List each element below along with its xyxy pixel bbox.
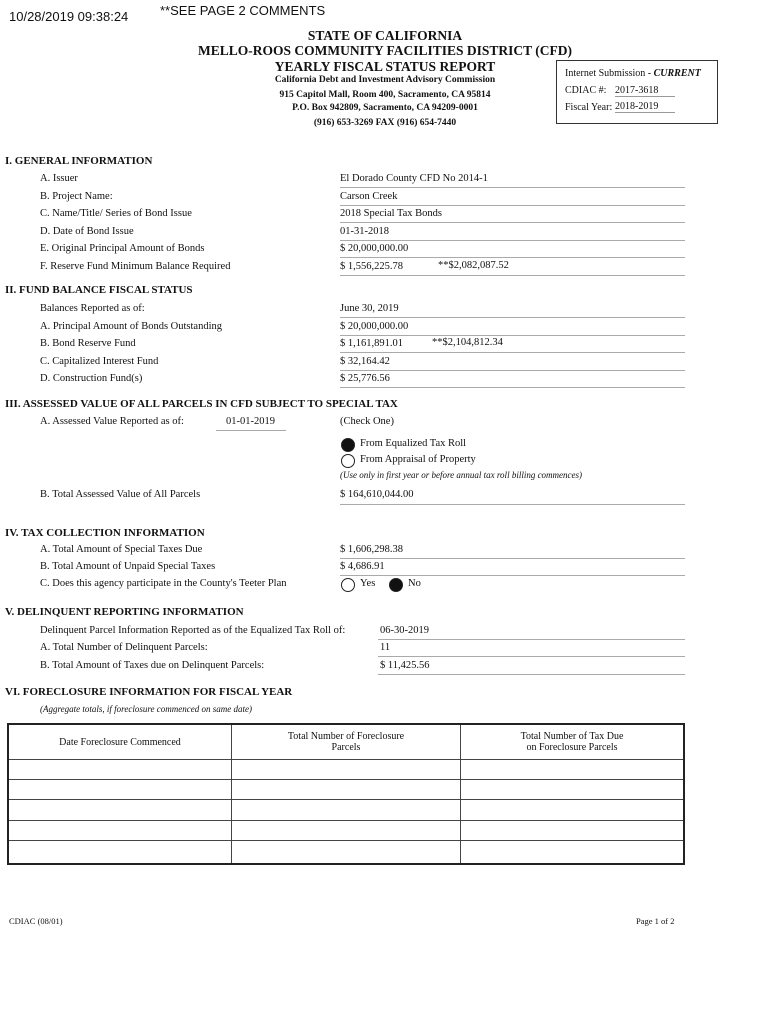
- fund-balance-field-underline: [340, 317, 685, 318]
- general-info-field-value: Carson Creek: [340, 190, 398, 202]
- col-foreclosure-parcels: [232, 724, 461, 760]
- header-phone: (916) 653-3269 FAX (916) 654-7440: [313, 118, 457, 128]
- teeter-yes-label: Yes: [360, 578, 376, 589]
- table-cell[interactable]: [461, 820, 685, 840]
- tax-collection-field-value: $ 4,686.91: [340, 561, 385, 572]
- total-assessed-value: $ 164,610,044.00: [340, 489, 414, 500]
- delinquent-taxes-underline: [378, 674, 685, 675]
- table-row: [8, 760, 684, 780]
- header-agency: California Debt and Investment Advisory Commission: [274, 75, 496, 85]
- general-info-field-underline: [340, 205, 685, 206]
- section-fund-balance-title: II. FUND BALANCE FISCAL STATUS: [5, 284, 193, 296]
- fund-balance-field-underline: [340, 335, 685, 336]
- form-id: CDIAC (08/01): [9, 916, 63, 926]
- general-info-field-value: 2018 Special Tax Bonds: [340, 208, 443, 219]
- table-cell[interactable]: [461, 800, 685, 820]
- table-cell[interactable]: [232, 780, 461, 800]
- section-general-information-title: I. GENERAL INFORMATION: [5, 155, 153, 167]
- general-info-field-label: C. Name/Title/ Series of Bond Issue: [40, 208, 192, 219]
- radio-equalized-tax-roll[interactable]: [341, 438, 355, 452]
- col-tax-due-line2: on Foreclosure Parcels: [526, 742, 618, 753]
- submission-box: [556, 60, 718, 124]
- header-address2: P.O. Box 942809, Sacramento, CA 94209-0001: [292, 103, 478, 113]
- general-info-field-value: El Dorado County CFD No 2014-1: [340, 173, 488, 184]
- col-foreclosure-parcels-line1: Total Number of Foreclosure: [287, 731, 405, 742]
- delinquent-parcels-label: A. Total Number of Delinquent Parcels:: [40, 642, 208, 653]
- table-cell[interactable]: [8, 840, 232, 864]
- fund-balance-field-underline: [340, 370, 685, 371]
- fiscal-year-label: Fiscal Year:: [565, 102, 613, 113]
- table-cell[interactable]: [461, 840, 685, 864]
- fund-balance-field-label: D. Construction Fund(s): [40, 373, 143, 384]
- fund-balance-field-label: Balances Reported as of:: [40, 303, 145, 314]
- comments-note: **SEE PAGE 2 COMMENTS: [160, 3, 326, 18]
- table-cell[interactable]: [8, 760, 232, 780]
- page-number: Page 1 of 2: [636, 916, 675, 926]
- table-cell[interactable]: [232, 820, 461, 840]
- fund-balance-field-label: A. Principal Amount of Bonds Outstanding: [40, 320, 222, 332]
- delinquent-reported-label: Delinquent Parcel Information Reported as of the Equalized Tax Roll of:: [40, 625, 346, 636]
- col-tax-due-line1: Total Number of Tax Due: [520, 731, 624, 742]
- table-cell[interactable]: [461, 760, 685, 780]
- table-cell[interactable]: [8, 800, 232, 820]
- tax-collection-field-underline: [340, 558, 685, 559]
- general-info-field-underline: [340, 222, 685, 223]
- assessed-date-underline: [216, 430, 286, 431]
- fund-balance-field-value: $ 25,776.56: [340, 373, 390, 384]
- fund-balance-field-value: $ 20,000,000.00: [340, 320, 409, 332]
- assessed-value-date: 01-01-2019: [226, 416, 275, 427]
- general-info-field-note: **$2,082,087.52: [438, 259, 509, 271]
- delinquent-reported-value: 06-30-2019: [380, 625, 429, 636]
- submission-status-line: [565, 68, 701, 79]
- section-delinquent-title: V. DELINQUENT REPORTING INFORMATION: [5, 606, 244, 618]
- header-report-title: YEARLY FISCAL STATUS REPORT: [274, 59, 496, 74]
- tax-collection-field-value: $ 1,606,298.38: [340, 544, 403, 555]
- foreclosure-subtitle: (Aggregate totals, if foreclosure commenced on same date): [40, 704, 252, 714]
- table-cell[interactable]: [461, 780, 685, 800]
- cdiac-label: CDIAC #:: [565, 85, 607, 96]
- general-info-field-underline: [340, 187, 685, 188]
- table-row: [8, 820, 684, 840]
- first-year-note: (Use only in first year or before annual tax roll billing commences): [340, 470, 583, 480]
- section-tax-collection-title: IV. TAX COLLECTION INFORMATION: [5, 527, 205, 539]
- table-cell[interactable]: [8, 780, 232, 800]
- assessed-value-label: A. Assessed Value Reported as of:: [40, 416, 184, 427]
- table-cell[interactable]: [232, 800, 461, 820]
- delinquent-reported-underline: [378, 639, 685, 640]
- print-timestamp: 10/28/2019 09:38:24: [9, 9, 129, 24]
- submission-status: CURRENT: [653, 68, 701, 79]
- header-state: STATE OF CALIFORNIA: [307, 28, 463, 43]
- general-info-field-label: D. Date of Bond Issue: [40, 225, 134, 237]
- header-district: MELLO-ROOS COMMUNITY FACILITIES DISTRICT (CFD): [197, 43, 573, 58]
- general-info-field-label: A. Issuer: [40, 173, 78, 184]
- option-equalized-tax-roll: From Equalized Tax Roll: [360, 438, 467, 449]
- tax-collection-field-underline: [340, 575, 685, 576]
- general-info-field-underline: [340, 257, 685, 258]
- delinquent-taxes-label: B. Total Amount of Taxes due on Delinquent Parcels:: [40, 660, 265, 671]
- col-tax-due: [461, 724, 685, 760]
- option-appraisal-of-property: From Appraisal of Property: [360, 454, 476, 465]
- total-assessed-underline: [340, 504, 685, 505]
- radio-teeter-yes[interactable]: [341, 578, 355, 592]
- cdiac-number: 2017-3618: [615, 85, 675, 97]
- fund-balance-field-value: June 30, 2019: [340, 303, 399, 314]
- general-info-field-label: F. Reserve Fund Minimum Balance Required: [40, 260, 231, 272]
- fiscal-year-value: 2018-2019: [615, 101, 675, 113]
- table-row: [8, 800, 684, 820]
- delinquent-parcels-value: 11: [380, 642, 391, 653]
- table-row: [8, 780, 684, 800]
- delinquent-parcels-underline: [378, 656, 685, 657]
- col-date-commenced: Date Foreclosure Commenced: [8, 724, 232, 760]
- table-cell[interactable]: [232, 760, 461, 780]
- section-foreclosure-title: VI. FORECLOSURE INFORMATION FOR FISCAL YEAR: [5, 686, 293, 698]
- general-info-field-value: $ 1,556,225.78: [340, 260, 403, 272]
- table-row: [8, 840, 684, 864]
- tax-collection-field-label: B. Total Amount of Unpaid Special Taxes: [40, 561, 216, 572]
- fund-balance-field-underline: [340, 387, 685, 388]
- col-foreclosure-parcels-line2: Parcels: [331, 742, 361, 753]
- general-info-field-value: 01-31-2018: [340, 225, 389, 237]
- table-cell[interactable]: [232, 840, 461, 864]
- radio-teeter-no[interactable]: [389, 578, 403, 592]
- general-info-field-underline: [340, 240, 685, 241]
- general-info-field-value: $ 20,000,000.00: [340, 243, 409, 254]
- total-assessed-label: B. Total Assessed Value of All Parcels: [40, 489, 201, 500]
- general-info-field-label: E. Original Principal Amount of Bonds: [40, 243, 205, 254]
- fund-balance-field-value: $ 1,161,891.01: [340, 338, 403, 349]
- fund-balance-field-note: **$2,104,812.34: [432, 337, 503, 348]
- section-assessed-value-title: III. ASSESSED VALUE OF ALL PARCELS IN CFD SUBJECT TO SPECIAL TAX: [5, 398, 398, 410]
- fund-balance-field-underline: [340, 352, 685, 353]
- header-address1: 915 Capitol Mall, Room 400, Sacramento, CA 95814: [279, 90, 491, 100]
- fund-balance-field-label: B. Bond Reserve Fund: [40, 338, 136, 349]
- fund-balance-field-label: C. Capitalized Interest Fund: [40, 355, 159, 367]
- teeter-no-label: No: [408, 578, 421, 589]
- foreclosure-table-header: [8, 724, 684, 760]
- submission-label: Internet Submission -: [565, 68, 654, 79]
- table-cell[interactable]: [8, 820, 232, 840]
- delinquent-taxes-value: $ 11,425.56: [380, 660, 430, 671]
- general-info-field-underline: [340, 275, 685, 276]
- general-info-field-label: B. Project Name:: [40, 190, 113, 202]
- foreclosure-table: [7, 723, 685, 865]
- tax-collection-field-label: A. Total Amount of Special Taxes Due: [40, 544, 203, 555]
- fund-balance-field-value: $ 32,164.42: [340, 355, 390, 367]
- check-one-label: (Check One): [340, 416, 394, 427]
- teeter-plan-label: C. Does this agency participate in the County's Teeter Plan: [40, 578, 287, 589]
- radio-appraisal-of-property[interactable]: [341, 454, 355, 468]
